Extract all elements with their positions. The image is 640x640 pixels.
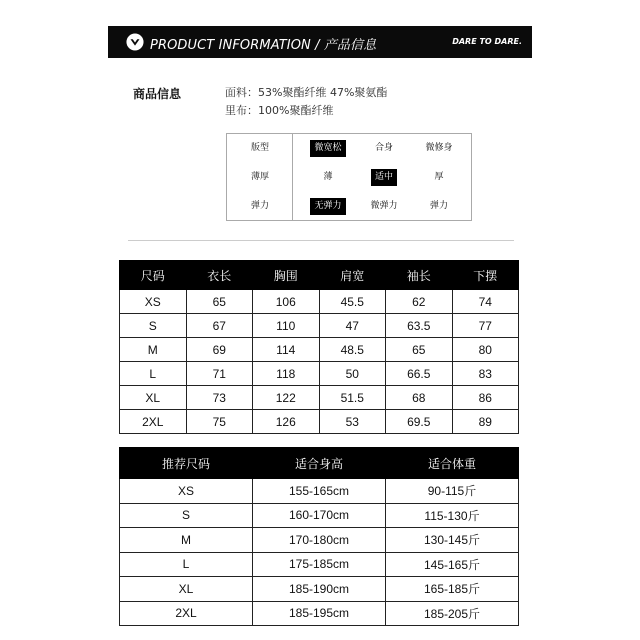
- table-cell: 86: [452, 386, 519, 410]
- table-cell: 66.5: [386, 362, 453, 386]
- table-row: [120, 528, 519, 553]
- table-cell: 2XL: [120, 410, 187, 434]
- table-cell: M: [120, 528, 253, 553]
- attribute-option: 微弹力: [370, 201, 398, 211]
- table-cell: 185-205斤: [386, 601, 519, 626]
- table-cell: S: [120, 314, 187, 338]
- table-cell: 160-170cm: [253, 503, 386, 528]
- column-header: 适合体重: [386, 448, 519, 479]
- column-header: 肩宽: [319, 261, 386, 290]
- table-cell: 71: [186, 362, 253, 386]
- fabric-composition: 面料：53%聚酯纤维 47%聚氨酯: [225, 86, 388, 99]
- table-cell: 75: [186, 410, 253, 434]
- attribute-row-elasticity: [227, 192, 471, 221]
- table-cell: 115-130斤: [386, 503, 519, 528]
- attribute-label: 弹力: [250, 201, 269, 211]
- table-row: [120, 338, 519, 362]
- table-row: [120, 410, 519, 434]
- table-row: [120, 503, 519, 528]
- brand-logo-icon: [126, 33, 144, 51]
- table-cell: 155-165cm: [253, 479, 386, 504]
- table-cell: XL: [120, 386, 187, 410]
- table-cell: 50: [319, 362, 386, 386]
- section-divider: [128, 240, 514, 241]
- table-cell: 69: [186, 338, 253, 362]
- column-header: 下摆: [452, 261, 519, 290]
- table-row: [120, 290, 519, 314]
- table-cell: XL: [120, 577, 253, 602]
- column-header: 尺码: [120, 261, 187, 290]
- table-cell: S: [120, 503, 253, 528]
- table-cell: 63.5: [386, 314, 453, 338]
- table-cell: 80: [452, 338, 519, 362]
- attribute-option: 适中: [361, 163, 407, 192]
- table-cell: 65: [386, 338, 453, 362]
- table-cell: 45.5: [319, 290, 386, 314]
- table-cell: 89: [452, 410, 519, 434]
- header-banner: [108, 26, 532, 58]
- table-cell: 47: [319, 314, 386, 338]
- attribute-option: 厚: [434, 172, 444, 182]
- size-chart-table: [119, 260, 519, 434]
- table-cell: 106: [253, 290, 320, 314]
- table-cell: 65: [186, 290, 253, 314]
- table-cell: 67: [186, 314, 253, 338]
- table-cell: 51.5: [319, 386, 386, 410]
- table-cell: 83: [452, 362, 519, 386]
- table-cell: 165-185斤: [386, 577, 519, 602]
- attribute-option: 微修身: [425, 143, 453, 153]
- table-cell: 90-115斤: [386, 479, 519, 504]
- table-row: [120, 314, 519, 338]
- lining-composition: 里布：100%聚酯纤维: [225, 104, 334, 117]
- table-row: [120, 601, 519, 626]
- table-cell: XS: [120, 290, 187, 314]
- table-cell: 74: [452, 290, 519, 314]
- table-cell: 185-190cm: [253, 577, 386, 602]
- column-header: 推荐尺码: [120, 448, 253, 479]
- table-cell: 69.5: [386, 410, 453, 434]
- table-cell: 48.5: [319, 338, 386, 362]
- table-cell: 77: [452, 314, 519, 338]
- table-cell: 2XL: [120, 601, 253, 626]
- table-cell: 68: [386, 386, 453, 410]
- column-header: 胸围: [253, 261, 320, 290]
- table-cell: 145-165斤: [386, 552, 519, 577]
- table-cell: 73: [186, 386, 253, 410]
- table-row: [120, 552, 519, 577]
- attribute-row-fit: [227, 134, 471, 163]
- attribute-option: 微宽松: [305, 134, 351, 163]
- attribute-label: 版型: [250, 143, 269, 153]
- attribute-table: [226, 133, 472, 221]
- table-cell: 175-185cm: [253, 552, 386, 577]
- table-cell: 62: [386, 290, 453, 314]
- product-info-label: 商品信息: [133, 87, 182, 101]
- recommend-table-header: [120, 448, 519, 479]
- table-cell: L: [120, 552, 253, 577]
- attribute-option: 无弹力: [305, 192, 351, 221]
- attribute-option: 薄: [323, 172, 333, 182]
- size-recommendation-table: [119, 447, 519, 626]
- header-title: PRODUCT INFORMATION / 产品信息: [150, 38, 377, 53]
- table-cell: 126: [253, 410, 320, 434]
- header-slogan: DARE TO DARE.: [452, 37, 522, 46]
- attribute-option: 弹力: [429, 201, 448, 211]
- table-cell: 110: [253, 314, 320, 338]
- table-cell: 118: [253, 362, 320, 386]
- table-row: [120, 386, 519, 410]
- column-header: 衣长: [186, 261, 253, 290]
- table-cell: L: [120, 362, 187, 386]
- table-cell: XS: [120, 479, 253, 504]
- table-cell: 122: [253, 386, 320, 410]
- table-cell: 130-145斤: [386, 528, 519, 553]
- column-header: 袖长: [386, 261, 453, 290]
- table-cell: 170-180cm: [253, 528, 386, 553]
- table-cell: 53: [319, 410, 386, 434]
- attribute-label: 薄厚: [250, 172, 269, 182]
- table-cell: 185-195cm: [253, 601, 386, 626]
- table-cell: 114: [253, 338, 320, 362]
- table-row: [120, 479, 519, 504]
- size-table-header: [120, 261, 519, 290]
- table-row: [120, 362, 519, 386]
- column-header: 适合身高: [253, 448, 386, 479]
- table-row: [120, 577, 519, 602]
- attribute-option: 合身: [374, 143, 393, 153]
- table-cell: M: [120, 338, 187, 362]
- attribute-row-thickness: [227, 163, 471, 192]
